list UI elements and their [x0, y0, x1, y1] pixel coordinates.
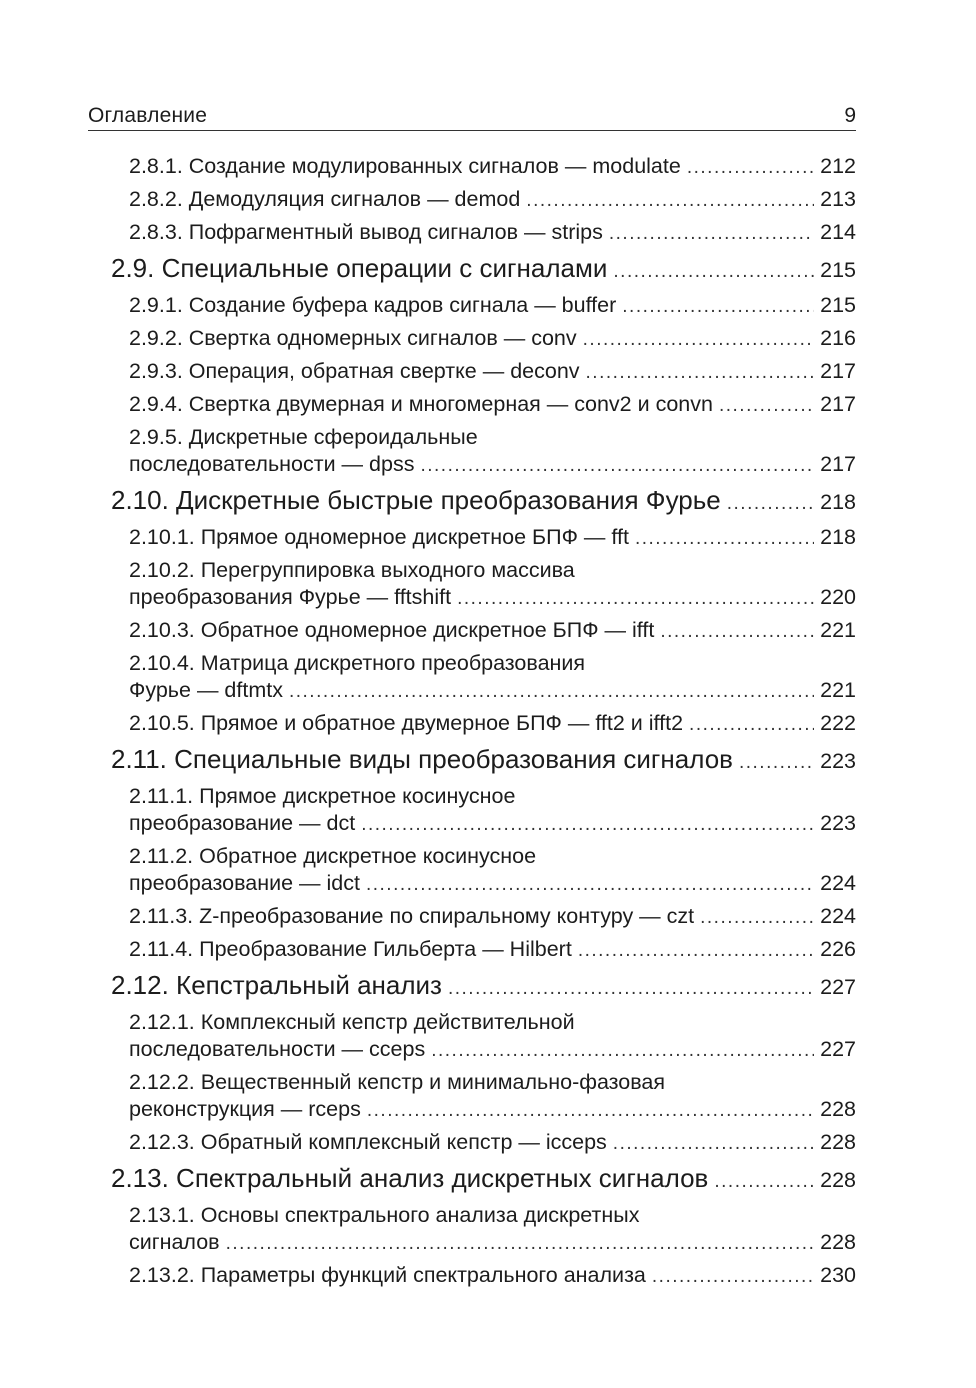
toc-entry-title: преобразования Фурье — fftshift [129, 585, 452, 609]
toc-entry-page: 218 [820, 525, 856, 549]
toc-entry-page: 217 [820, 452, 856, 476]
toc-section-entry [88, 969, 856, 1005]
toc-entry-title: преобразование — dct [129, 811, 356, 835]
toc-entry-page: 215 [820, 293, 856, 317]
toc-entry-row [129, 677, 856, 705]
toc-section-entry [88, 484, 856, 520]
toc-entry-title: 2.10. Дискретные быстрые преобразования Фурье [111, 485, 721, 515]
toc-entry-title: 2.13.2. Параметры функций спектрального анализа [129, 1263, 646, 1287]
toc-entry-page: 221 [820, 678, 856, 702]
toc-entry-title: 2.12. Кепстральный анализ [111, 970, 442, 1000]
dot-leader [526, 187, 814, 214]
dot-leader [361, 811, 814, 838]
dot-leader [652, 1263, 814, 1290]
toc-entry-page: 213 [820, 187, 856, 211]
table-of-contents [88, 153, 856, 1290]
toc-entry-page: 216 [820, 326, 856, 350]
toc-entry-page: 218 [820, 490, 856, 514]
dot-leader [609, 220, 814, 247]
toc-entry-page: 228 [820, 1097, 856, 1121]
toc-entry-title: 2.12.3. Обратный комплексный кепстр — icceps [129, 1130, 607, 1154]
toc-entry-page: 220 [820, 585, 856, 609]
toc-entry-title: 2.9.2. Свертка одномерных сигналов — conv [129, 326, 577, 350]
toc-subsection-entry [88, 650, 856, 705]
toc-entry-title: 2.13. Спектральный анализ дискретных сигналов [111, 1163, 709, 1193]
toc-subsection-entry [88, 1202, 856, 1257]
toc-subsection-entry [88, 936, 856, 964]
toc-entry-title: последовательности — cceps [129, 1037, 426, 1061]
toc-entry-row [129, 451, 856, 479]
toc-entry-row [129, 1036, 856, 1064]
toc-entry-page: 222 [820, 711, 856, 735]
toc-subsection-entry [88, 710, 856, 738]
dot-leader [457, 585, 814, 612]
toc-entry-row [129, 710, 856, 738]
toc-entry-row [129, 325, 856, 353]
toc-entry-row [129, 1096, 856, 1124]
dot-leader [431, 1037, 814, 1064]
toc-subsection-entry [88, 325, 856, 353]
toc-subsection-entry [88, 292, 856, 320]
dot-leader [714, 1166, 814, 1198]
toc-entry-page: 224 [820, 904, 856, 928]
toc-section-entry [88, 252, 856, 288]
dot-leader [226, 1230, 815, 1257]
toc-entry-row [129, 292, 856, 320]
toc-entry-title-line: 2.10.2. Перегруппировка выходного массива [129, 558, 575, 582]
book-page [88, 100, 856, 1295]
toc-entry-page: 224 [820, 871, 856, 895]
toc-entry-title: 2.11.3. Z-преобразование по спиральному контуру — czt [129, 904, 695, 928]
toc-entry-title-line: 2.11.1. Прямое дискретное косинусное [129, 784, 516, 808]
toc-entry-title: 2.9.3. Операция, обратная свертке — deconv [129, 359, 580, 383]
toc-subsection-entry [88, 153, 856, 181]
toc-entry-row [129, 584, 856, 612]
toc-entry-page: 228 [820, 1130, 856, 1154]
toc-entry-title: сигналов [129, 1230, 220, 1254]
toc-entry-title: 2.9.4. Свертка двумерная и многомерная — conv2 и convn [129, 392, 713, 416]
toc-entry-page: 227 [820, 975, 856, 999]
toc-subsection-entry [88, 617, 856, 645]
toc-entry-page: 215 [820, 258, 856, 282]
toc-subsection-entry [88, 358, 856, 386]
toc-subsection-entry [88, 524, 856, 552]
toc-entry-title: 2.11. Специальные виды преобразования сигналов [111, 744, 733, 774]
toc-entry-row [129, 1129, 856, 1157]
toc-entry-title: 2.11.4. Преобразование Гильберта — Hilbert [129, 937, 572, 961]
toc-entry-page: 223 [820, 811, 856, 835]
dot-leader [586, 359, 815, 386]
toc-entry-page: 217 [820, 392, 856, 416]
toc-entry-page: 217 [820, 359, 856, 383]
toc-entry-title: 2.8.1. Создание модулированных сигналов — modulate [129, 154, 681, 178]
toc-entry-page: 214 [820, 220, 856, 244]
page-number: 9 [844, 104, 856, 127]
toc-entry-title: 2.10.5. Прямое и обратное двумерное БПФ — fft2 и ifft2 [129, 711, 684, 735]
toc-entry-row [129, 524, 856, 552]
toc-entry-title: 2.8.2. Демодуляция сигналов — demod [129, 187, 521, 211]
toc-entry-title: реконструкция — rceps [129, 1097, 361, 1121]
toc-entry-row [129, 153, 856, 181]
toc-entry-title: Фурье — dftmtx [129, 678, 283, 702]
dot-leader [635, 525, 814, 552]
toc-subsection-entry [88, 219, 856, 247]
dot-leader [613, 1130, 814, 1157]
toc-entry-row [129, 870, 856, 898]
toc-entry-row [129, 1262, 856, 1290]
running-header [88, 100, 856, 131]
dot-leader [727, 488, 814, 520]
toc-entry-title-line: 2.12.2. Вещественный кепстр и минимально-фазовая [129, 1070, 666, 1094]
dot-leader [622, 293, 814, 320]
toc-entry-row [111, 969, 856, 1005]
toc-subsection-entry [88, 424, 856, 479]
dot-leader [366, 871, 814, 898]
toc-subsection-entry [88, 1009, 856, 1064]
toc-subsection-entry [88, 783, 856, 838]
toc-section-entry [88, 1162, 856, 1198]
dot-leader [660, 618, 814, 645]
toc-entry-row [111, 484, 856, 520]
toc-entry-row [129, 358, 856, 386]
toc-entry-page: 212 [820, 154, 856, 178]
toc-entry-row [111, 252, 856, 288]
toc-entry-page: 226 [820, 937, 856, 961]
toc-entry-row [111, 1162, 856, 1198]
toc-subsection-entry [88, 1129, 856, 1157]
toc-subsection-entry [88, 186, 856, 214]
dot-leader [687, 154, 814, 181]
dot-leader [367, 1097, 814, 1124]
dot-leader [719, 392, 814, 419]
toc-subsection-entry [88, 903, 856, 931]
toc-entry-row [129, 186, 856, 214]
toc-entry-row [129, 219, 856, 247]
dot-leader [578, 937, 814, 964]
dot-leader [700, 904, 814, 931]
toc-entry-page: 230 [820, 1263, 856, 1287]
toc-entry-title: 2.10.1. Прямое одномерное дискретное БПФ — fft [129, 525, 629, 549]
dot-leader [739, 747, 814, 779]
dot-leader [420, 452, 814, 479]
toc-entry-title-line: 2.11.2. Обратное дискретное косинусное [129, 844, 537, 868]
toc-entry-title: 2.8.3. Пофрагментный вывод сигналов — strips [129, 220, 603, 244]
toc-entry-row [129, 1229, 856, 1257]
toc-entry-row [111, 743, 856, 779]
toc-entry-page: 221 [820, 618, 856, 642]
dot-leader [289, 678, 814, 705]
toc-entry-title-line: 2.13.1. Основы спектрального анализа дискретных [129, 1203, 640, 1227]
toc-entry-title: 2.10.3. Обратное одномерное дискретное БПФ — ifft [129, 618, 655, 642]
toc-entry-title: преобразование — idct [129, 871, 360, 895]
running-header-title: Оглавление [88, 104, 208, 127]
toc-entry-title-line: 2.9.5. Дискретные сфероидальные [129, 425, 478, 449]
toc-entry-row [129, 617, 856, 645]
toc-entry-page: 228 [820, 1230, 856, 1254]
dot-leader [613, 256, 814, 288]
toc-entry-row [129, 936, 856, 964]
toc-subsection-entry [88, 843, 856, 898]
toc-entry-row [129, 810, 856, 838]
toc-entry-page: 228 [820, 1168, 856, 1192]
toc-entry-title: 2.9.1. Создание буфера кадров сигнала — buffer [129, 293, 617, 317]
toc-entry-row [129, 391, 856, 419]
toc-entry-page: 223 [820, 749, 856, 773]
toc-entry-title: последовательности — dpss [129, 452, 415, 476]
toc-subsection-entry [88, 1069, 856, 1124]
toc-subsection-entry [88, 391, 856, 419]
toc-entry-title-line: 2.10.4. Матрица дискретного преобразования [129, 651, 586, 675]
toc-entry-title: 2.9. Специальные операции с сигналами [111, 253, 608, 283]
dot-leader [583, 326, 814, 353]
toc-section-entry [88, 743, 856, 779]
dot-leader [689, 711, 814, 738]
toc-subsection-entry [88, 557, 856, 612]
dot-leader [448, 973, 814, 1005]
toc-entry-row [129, 903, 856, 931]
toc-entry-page: 227 [820, 1037, 856, 1061]
toc-entry-title-line: 2.12.1. Комплексный кепстр действительной [129, 1010, 575, 1034]
toc-subsection-entry [88, 1262, 856, 1290]
